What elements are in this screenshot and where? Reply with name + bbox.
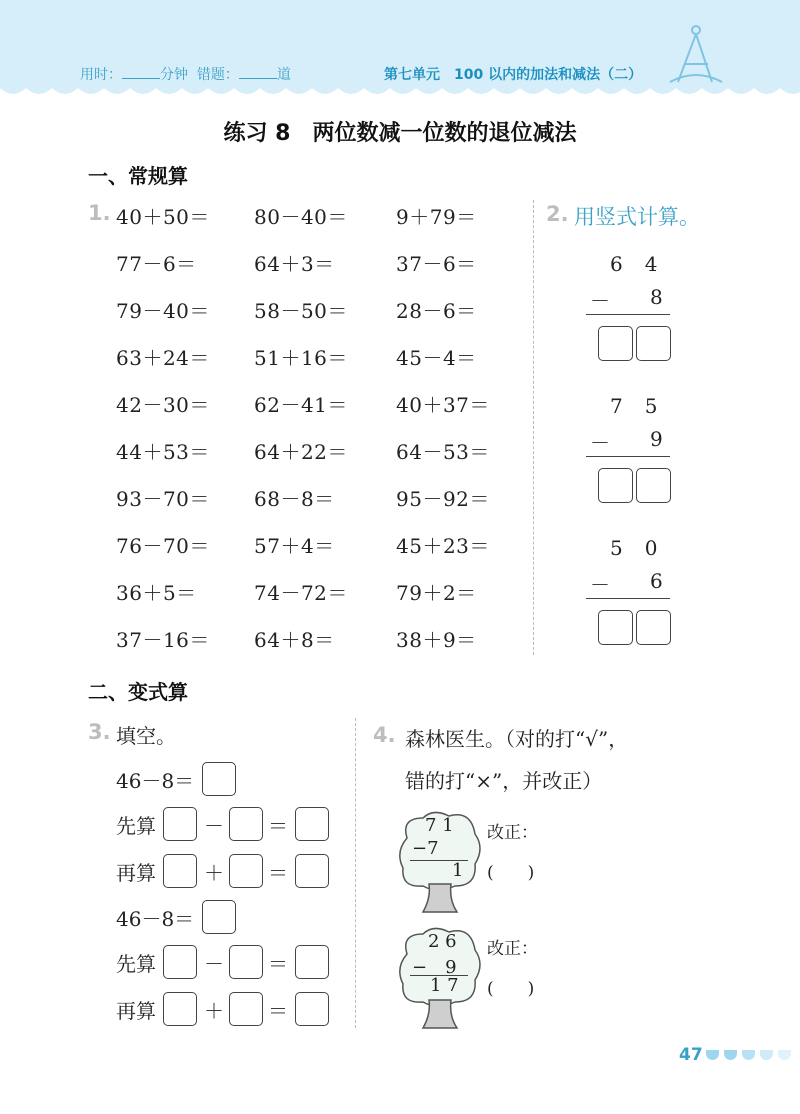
minus-sign: － [204,814,224,838]
plus-sign: ＋ [204,861,224,885]
equation-item: 45－4＝ [396,346,477,370]
column-divider-2 [355,718,356,1028]
fix-label-2: 改正： [487,939,538,959]
equation-item: 58－50＝ [254,299,348,323]
fix-label-1: 改正： [487,823,538,843]
equation-item: 63＋24＝ [116,346,210,370]
unit-title: 第七单元 100 以内的加法和减法（二） [384,67,643,83]
answer-box[interactable] [636,610,671,645]
answer-box[interactable] [163,992,197,1026]
equation-item: 80－40＝ [254,205,348,229]
equation-item: 95－92＝ [396,487,490,511]
equation-item: 79＋2＝ [396,581,477,605]
tree2-top: 2 6 [428,931,457,952]
decor-cup [778,1050,791,1060]
tree2-second: − 9 [412,957,457,978]
then-step-label: 再算 [116,861,156,885]
answer-box[interactable] [229,807,263,841]
equation-item: 57＋4＝ [254,534,335,558]
then-step-label: 再算 [116,999,156,1023]
tree2-result: 1 7 [430,975,459,996]
decor-cup [760,1050,773,1060]
tree1-second: −7 [412,838,439,859]
decor-cup [724,1050,737,1060]
equation-item: 44＋53＝ [116,440,210,464]
minus-sign: － [590,573,610,597]
answer-box[interactable] [229,854,263,888]
equation-item: 36＋5＝ [116,581,197,605]
equation-item: 51＋16＝ [254,346,348,370]
vertical-top-number: 6 4 [610,252,659,276]
equation-item: 64＋8＝ [254,628,335,652]
question-number-2: 2. [546,202,569,226]
first-step-label: 先算 [116,952,156,976]
equation-item: 64＋22＝ [254,440,348,464]
minus-sign: － [590,289,610,313]
answer-box[interactable] [202,900,236,934]
minus-sign: － [204,952,224,976]
first-step-label: 先算 [116,814,156,838]
vertical-line [586,598,670,599]
equation-item: 37－6＝ [396,252,477,276]
answer-box[interactable] [163,945,197,979]
answer-box[interactable] [598,610,633,645]
equation-item: 64＋3＝ [254,252,335,276]
vertical-bottom-number: 8 [650,285,663,309]
question-number-4: 4. [373,723,396,747]
equals-sign: ＝ [268,952,288,976]
equation-item: 74－72＝ [254,581,348,605]
answer-box[interactable] [636,326,671,361]
decor-cup [742,1050,755,1060]
question-label-3: 填空。 [116,724,176,748]
equation-item: 62－41＝ [254,393,348,417]
question-number-1: 1. [88,201,111,225]
time-blank [122,66,160,79]
errors-blank [239,66,277,79]
vertical-bottom-number: 9 [650,427,663,451]
answer-box[interactable] [295,854,329,888]
equation-item: 76－70＝ [116,534,210,558]
plus-sign: ＋ [204,999,224,1023]
decor-cup [706,1050,719,1060]
answer-box[interactable] [229,945,263,979]
equals-sign: ＝ [268,999,288,1023]
equation-item: 68－8＝ [254,487,335,511]
equation-item: 77－6＝ [116,252,197,276]
answer-box[interactable] [202,762,236,796]
equation-item: 42－30＝ [116,393,210,417]
equation-item: 45＋23＝ [396,534,490,558]
page-title: 练习 8 两位数减一位数的退位减法 [223,121,577,146]
vertical-bottom-number: 6 [650,569,663,593]
question-number-3: 3. [88,720,111,744]
equation-item: 64－53＝ [396,440,490,464]
answer-box[interactable] [295,992,329,1026]
header-time-errors: 用时： 分钟 错题： 道 [80,67,291,83]
section-heading-2: 二、变式算 [88,680,188,704]
equation-item: 93－70＝ [116,487,210,511]
answer-box[interactable] [229,992,263,1026]
answer-box[interactable] [598,468,633,503]
vertical-line [586,456,670,457]
judge-paren-2[interactable]: ( ) [487,979,535,999]
vertical-line [586,314,670,315]
equation-item: 40＋50＝ [116,205,210,229]
equation-item: 28－6＝ [396,299,477,323]
question-label-4-line2: 错的打“×”，并改正） [405,769,603,793]
equals-sign: ＝ [268,861,288,885]
answer-box[interactable] [636,468,671,503]
vertical-top-number: 7 5 [610,394,659,418]
answer-box[interactable] [295,945,329,979]
equation-item: 37－16＝ [116,628,210,652]
equals-sign: ＝ [268,814,288,838]
question-label-2: 用竖式计算。 [574,205,700,229]
answer-box[interactable] [295,807,329,841]
tree1-result: 1 [452,860,464,881]
answer-box[interactable] [163,807,197,841]
answer-box[interactable] [163,854,197,888]
tree1-top: 7 1 [425,815,454,836]
vertical-top-number: 5 0 [610,536,659,560]
equation-item: 79－40＝ [116,299,210,323]
question-label-4-line1: 森林医生。（对的打“√”， [405,727,629,751]
equation-item: 9＋79＝ [396,205,477,229]
equation-item: 46－8＝ [116,769,195,793]
equation-item: 38＋9＝ [396,628,477,652]
equation-item: 40＋37＝ [396,393,490,417]
compass-icon [666,20,726,90]
judge-paren-1[interactable]: ( ) [487,863,535,883]
minus-sign: － [590,431,610,455]
section-heading-1: 一、常规算 [88,164,188,188]
equation-item: 46－8＝ [116,907,195,931]
answer-box[interactable] [598,326,633,361]
page-number: 47 [679,1045,703,1065]
